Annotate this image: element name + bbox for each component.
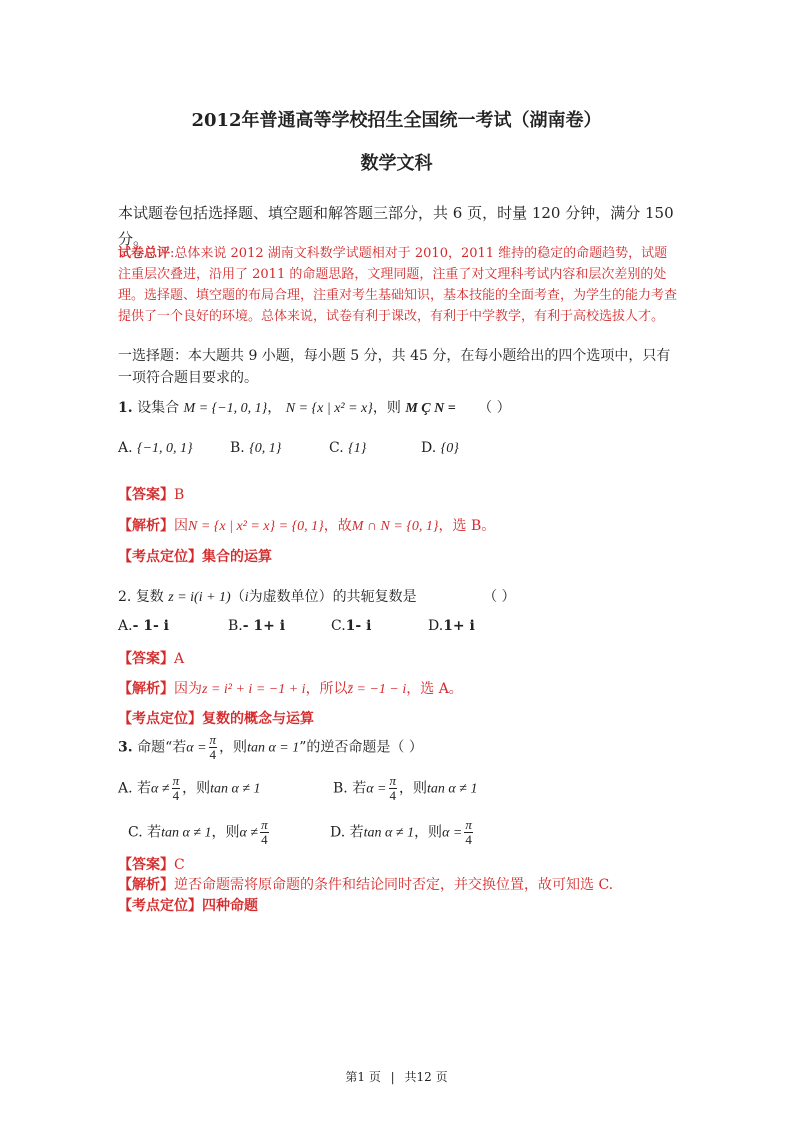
page-title: 2012年普通高等学校招生全国统一考试（湖南卷） [191,110,602,131]
question-number: 1. [118,400,133,416]
q1-option-a [118,440,193,457]
review-text: :总体来说 2012 湖南文科数学试题相对于 2010，2011 维持的稳定的命题趋势，试题注重层次叠进，沿用了 2011 的命题思路，文理同题，注重了对文理科考试内容和层次差别的处理。选择题、填空题的布局合理，注重对考生基础知识，基本技能的全面考查，为学生的能力考查提供了一个良好的环境。总体来说，试卷有利于课改，有利于中学教学，有利于高校选拔人才。 [118,246,678,324]
analysis-text: ，故 [323,518,352,534]
option-text: ，则 [414,824,443,841]
complex-expr: z = i(i + 1) [168,590,231,605]
option-label: D. [428,618,444,634]
analysis-math: z̄ = −1 − i [347,682,407,697]
point-label: 【考点定位】 [118,898,202,914]
point-label: 【考点定位】 [118,711,202,727]
option-math: tan α ≠ 1 [161,825,212,841]
q3-option-b [333,774,477,803]
question-3 [118,733,423,762]
option-value: {1} [348,441,367,456]
answer-value: A [174,651,185,667]
question-text: 命题“若 [137,739,187,756]
analysis-text: ，选 A。 [406,681,463,697]
page-subtitle: 数学文科 [360,153,433,174]
question-number: 3. [118,739,133,756]
option-value: {−1, 0, 1} [137,441,193,456]
q3-option-c [128,818,271,847]
analysis-text: 因 [174,518,188,534]
question-number: 2. [118,589,132,605]
math-expr: tan α = 1 [247,740,300,756]
analysis-text: ，选 B。 [438,518,496,534]
set-n: N = {x | x² = x} [285,401,373,416]
fraction-pi-over-4 [464,818,473,847]
question-text: 复数 [135,589,164,605]
fraction-pi-over-4 [389,774,398,803]
q2-option-d [428,618,475,634]
set-m: M = {−1, 0, 1} [183,401,268,416]
q2-answer [118,648,184,668]
option-label: D. [421,440,437,456]
analysis-label: 【解析】 [118,518,174,534]
q3-answer [118,854,185,874]
intro-text: 本试题卷包括选择题、填空题和解答题三部分，共 6 页，时量 120 分钟，满分 150 分。 [118,204,674,248]
option-text: 若 [147,824,162,841]
option-label: C. [329,440,344,456]
q1-option-c [329,440,366,457]
option-math: tan α ≠ 1 [210,781,261,797]
point-value: 复数的概念与运算 [202,711,314,727]
fraction-denominator: 4 [389,788,396,803]
option-label: A. [118,618,133,634]
q1-analysis [118,515,495,535]
option-math: α = [442,825,463,841]
point-value: 四种命题 [202,898,258,914]
fraction-pi-over-4 [260,818,269,847]
option-text: ，则 [182,780,211,797]
imaginary-unit: i [244,590,249,605]
option-label: A. [118,440,133,456]
analysis-label: 【解析】 [118,681,174,697]
fraction-denominator: 4 [172,788,180,803]
review-label: 试卷总评 [118,246,171,261]
q1-option-b [230,440,281,457]
question-text: ，则 [219,739,248,756]
question-2 [118,586,516,606]
option-label: C. [331,618,346,634]
analysis-text: 因为 [174,681,202,697]
option-value: 1- i [345,618,372,634]
option-value: - 1+ i [242,618,286,634]
separator: ， [267,400,282,416]
answer-label: 【答案】 [118,857,174,873]
section-heading: 一选择题：本大题共 9 小题，每小题 5 分，共 45 分，在每小题给出的四个选项中，只有一项符合题目要求的。 [118,348,671,386]
question-text: ，则 [372,400,401,416]
option-label: D. [330,824,346,841]
answer-paren: （ ） [483,589,516,605]
option-math: α = [366,781,387,797]
page-total: 共12 页 [404,1070,448,1084]
fraction-numerator: π [261,817,268,832]
option-text: 若 [349,824,364,841]
option-value: {0} [440,441,459,456]
page-number: 第1 页 [345,1070,381,1084]
q1-answer [118,484,184,504]
fraction-numerator: π [209,732,217,747]
option-value: 1+ i [443,618,475,634]
answer-value: C [174,857,185,873]
question-1 [118,397,511,417]
analysis-label: 【解析】 [118,877,174,893]
q3-analysis [118,874,613,894]
option-math: α ≠ [151,781,170,797]
question-text: ”的逆否命题是（ ） [299,739,423,756]
question-text: （ [230,589,245,605]
fraction-denominator: 4 [209,747,217,762]
q2-analysis [118,678,463,698]
review-block [118,243,678,327]
analysis-math: N = {x | x² = x} = {0, 1} [188,519,324,534]
option-value: {0, 1} [249,441,282,456]
answer-value: B [174,487,185,503]
q2-point [118,708,314,728]
footer-separator: | [390,1070,395,1084]
option-text: 若 [352,780,367,797]
fraction-pi-over-4 [209,733,218,762]
option-label: C. [128,824,143,841]
option-math: tan α ≠ 1 [363,825,415,841]
q1-point [118,546,272,566]
fraction-pi-over-4 [172,774,181,803]
option-text: 若 [137,780,152,797]
fraction-numerator: π [465,817,472,832]
analysis-math: M ∩ N = {0, 1} [351,519,439,534]
option-text: ，则 [399,780,428,797]
q3-option-a [118,774,261,803]
analysis-text: ，所以 [305,681,348,697]
q2-option-a [118,618,169,634]
option-math: tan α ≠ 1 [427,781,478,797]
answer-paren: （ ） [478,400,511,416]
fraction-numerator: π [389,773,397,788]
option-label: B. [230,440,245,456]
intersection-expr: M Ç N = [405,401,456,416]
q1-option-d [421,440,459,457]
q2-option-b [228,618,285,634]
point-value: 集合的运算 [202,549,272,565]
answer-label: 【答案】 [118,487,174,503]
analysis-text: 逆否命题需将原命题的条件和结论同时否定，并交换位置，故可知选 C. [174,877,614,893]
analysis-math: z = i² + i = −1 + i [202,682,306,697]
option-label: B. [228,618,243,634]
fraction-denominator: 4 [261,832,268,847]
q3-point [118,895,258,915]
q2-option-c [331,618,371,634]
point-label: 【考点定位】 [118,549,202,565]
option-label: B. [333,780,348,797]
option-math: α ≠ [239,825,259,841]
question-text: 为虚数单位）的共轭复数是 [248,589,417,605]
option-label: A. [118,780,133,797]
math-expr: α = [186,740,207,756]
q3-option-d [330,818,475,847]
question-text: 设集合 [137,400,180,416]
fraction-denominator: 4 [465,832,472,847]
option-text: ，则 [211,824,240,841]
option-value: - 1- i [132,618,169,634]
page-footer [0,1068,793,1085]
answer-label: 【答案】 [118,651,174,667]
fraction-numerator: π [172,773,180,788]
